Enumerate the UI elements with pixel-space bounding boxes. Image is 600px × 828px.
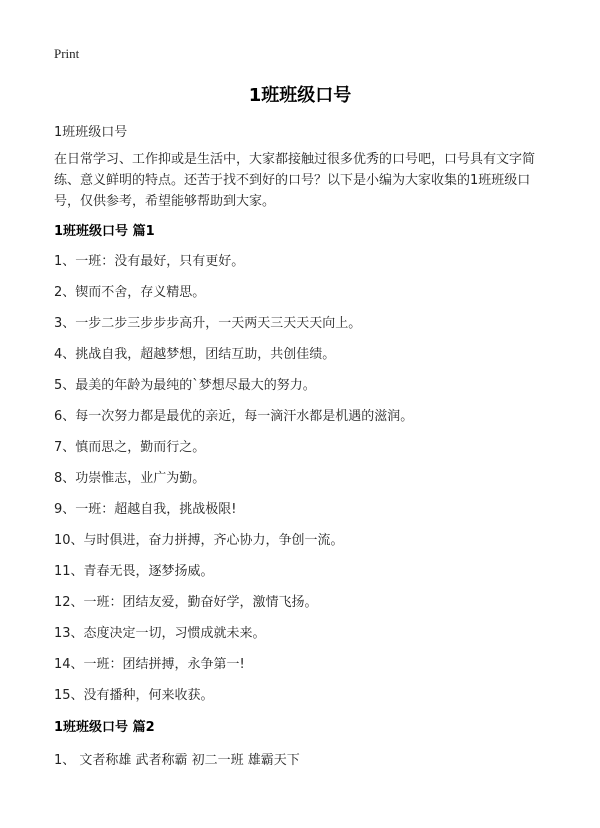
list-item: 13、态度决定一切，习惯成就未来。 [54, 626, 266, 641]
list-item: 5、最美的年龄为最纯的`梦想尽最大的努力。 [54, 378, 316, 393]
list-item: 1、一班：没有最好，只有更好。 [54, 254, 245, 269]
list-item: 7、慎而思之，勤而行之。 [54, 440, 206, 455]
list-item: 10、与时俱进，奋力拼搏，齐心协力，争创一流。 [54, 533, 344, 548]
document-subtitle: 1班班级口号 [54, 125, 128, 140]
list-item: 1、 文者称雄 武者称霸 初二一班 雄霸天下 [54, 753, 300, 768]
list-item: 11、青春无畏，逐梦扬威。 [54, 564, 214, 579]
list-item: 3、一步二步三步步步高升，一天两天三天天天向上。 [54, 316, 362, 331]
page-title: 1班班级口号 [248, 85, 352, 106]
list-item: 12、一班：团结友爱，勤奋好学，激情飞扬。 [54, 595, 318, 610]
section-heading-2: 1班班级口号 篇2 [54, 720, 155, 735]
list-item: 4、挑战自我，超越梦想，团结互助，共创佳绩。 [54, 347, 336, 362]
section-heading-1: 1班班级口号 篇1 [54, 224, 155, 239]
list-item: 15、没有播种，何来收获。 [54, 688, 214, 703]
list-item: 8、功崇惟志，业广为勤。 [54, 471, 206, 486]
list-item: 2、锲而不舍，存义精思。 [54, 285, 206, 300]
intro-paragraph: 在日常学习、工作抑或是生活中，大家都接触过很多优秀的口号吧，口号具有文字简练、意义鲜明的特点。还苦于找不到好的口号？以下是小编为大家收集的1班班级口号，仅供参考，希望能够帮助到大家。 [54, 152, 536, 209]
list-item: 9、一班：超越自我，挑战极限! [54, 502, 237, 517]
print-link[interactable]: Print [54, 46, 80, 61]
list-item: 6、每一次努力都是最优的亲近，每一滴汗水都是机遇的滋润。 [54, 409, 414, 424]
list-item: 14、一班：团结拼搏，永争第一! [54, 657, 245, 672]
